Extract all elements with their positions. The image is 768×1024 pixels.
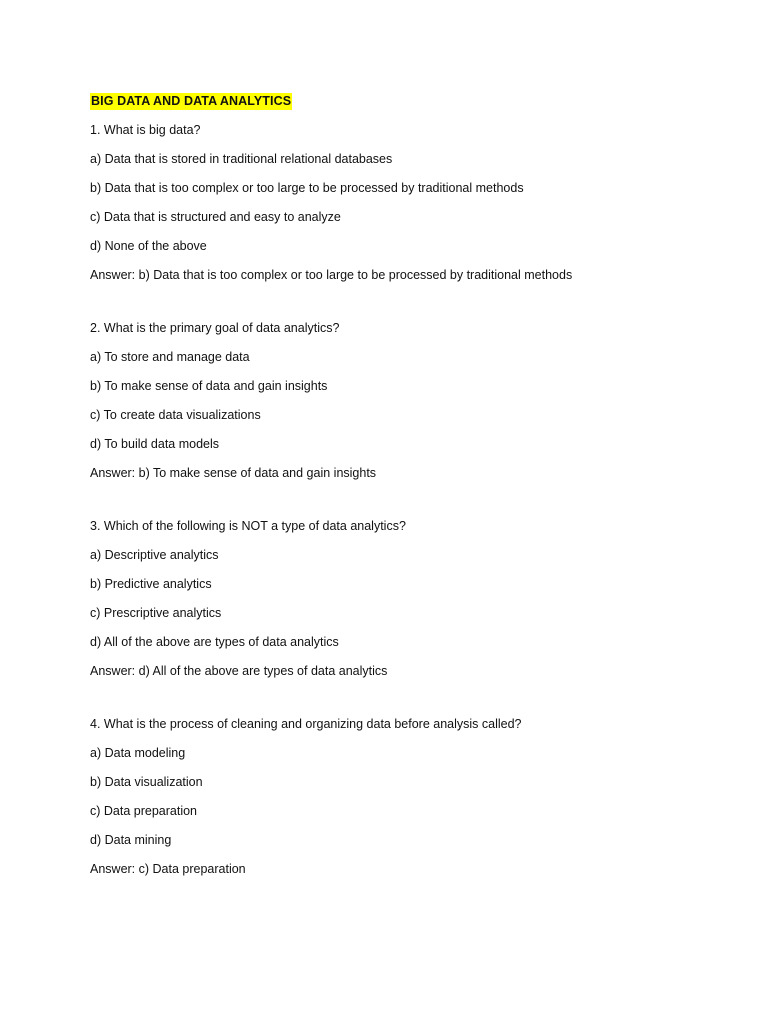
- question-block-1: [90, 122, 730, 284]
- question-text: 3. Which of the following is NOT a type of data analytics?: [90, 519, 406, 533]
- option-b: b) Data that is too complex or too large to be processed by traditional methods: [90, 181, 524, 195]
- question-text: 4. What is the process of cleaning and organizing data before analysis called?: [90, 717, 522, 731]
- answer-text: Answer: b) To make sense of data and gain insights: [90, 466, 377, 480]
- option-a: a) To store and manage data: [90, 350, 250, 364]
- question-text: 2. What is the primary goal of data analytics?: [90, 321, 340, 335]
- block-spacer: [90, 482, 730, 506]
- option-b: b) To make sense of data and gain insights: [90, 379, 328, 393]
- option-a: a) Data that is stored in traditional relational databases: [90, 152, 393, 166]
- title-line: [90, 93, 730, 110]
- document-title: BIG DATA AND DATA ANALYTICS: [91, 94, 292, 108]
- option-c: c) Data that is structured and easy to analyze: [90, 210, 341, 224]
- option-c: c) Data preparation: [90, 804, 198, 818]
- document-page: [90, 93, 730, 878]
- option-d: d) None of the above: [90, 239, 207, 253]
- option-d: d) All of the above are types of data analytics: [90, 635, 339, 649]
- block-spacer: [90, 680, 730, 704]
- question-block-2: [90, 320, 730, 482]
- block-spacer: [90, 284, 730, 308]
- question-block-3: [90, 518, 730, 680]
- question-block-4: [90, 716, 730, 878]
- question-text: 1. What is big data?: [90, 123, 201, 137]
- option-a: a) Data modeling: [90, 746, 186, 760]
- answer-text: Answer: d) All of the above are types of data analytics: [90, 664, 388, 678]
- answer-text: Answer: c) Data preparation: [90, 862, 246, 876]
- option-d: d) To build data models: [90, 437, 220, 451]
- option-b: b) Predictive analytics: [90, 577, 212, 591]
- answer-text: Answer: b) Data that is too complex or too large to be processed by traditional methods: [90, 268, 573, 282]
- option-a: a) Descriptive analytics: [90, 548, 219, 562]
- option-d: d) Data mining: [90, 833, 172, 847]
- option-b: b) Data visualization: [90, 775, 203, 789]
- option-c: c) Prescriptive analytics: [90, 606, 222, 620]
- option-c: c) To create data visualizations: [90, 408, 261, 422]
